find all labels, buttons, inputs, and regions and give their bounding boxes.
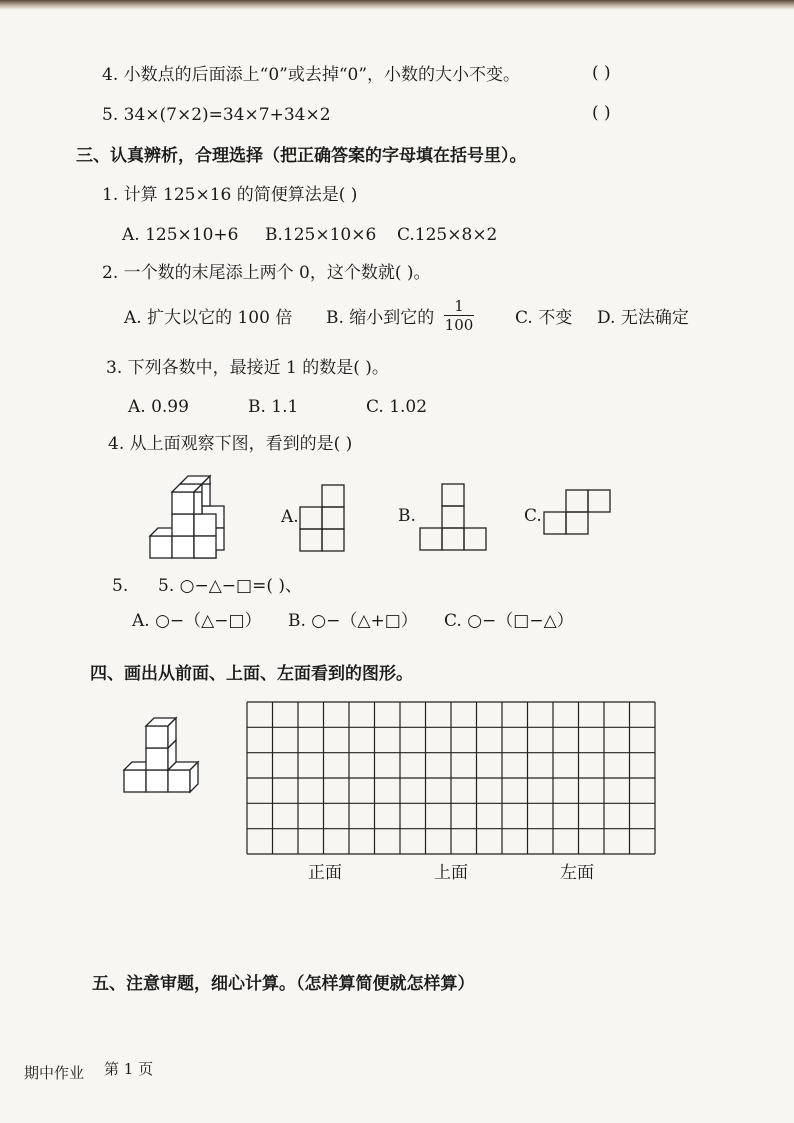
- s3-q2-option-d: D. 无法确定: [597, 308, 689, 328]
- s4-cube-figure: [122, 716, 202, 794]
- s4-label-top: 上面: [434, 863, 468, 883]
- s3-q4-stem: 4. 从上面观察下图，看到的是( ): [108, 434, 353, 454]
- s3-q4-option-b: B.: [398, 506, 416, 526]
- s3-q4-option-c: C.: [524, 506, 542, 526]
- s4-label-front: 正面: [308, 863, 342, 883]
- s3-q2-option-a: A. 扩大以它的 100 倍: [124, 308, 293, 328]
- footer-page: 第 1 页: [104, 1060, 154, 1078]
- s3-q4-option-c-figure: [544, 490, 612, 536]
- footer-left: 期中作业: [24, 1064, 85, 1082]
- section3-heading: 三、认真辨析，合理选择（把正确答案的字母填在括号里）。: [76, 146, 527, 166]
- section5-heading: 五、注意审题，细心计算。（怎样算简便就怎样算）: [92, 974, 475, 994]
- fraction-numerator: 1: [454, 297, 464, 315]
- s3-q5-option-c: C. ○−（□−△）: [444, 611, 574, 631]
- judge-q4-answer[interactable]: ( ): [592, 63, 611, 83]
- fraction-denominator: 100: [444, 316, 474, 334]
- s3-q4-option-a-figure: [300, 485, 346, 551]
- s3-q3-option-c: C. 1.02: [366, 397, 428, 417]
- s3-q4-option-a: A.: [281, 507, 299, 527]
- s3-q5-stem: 5. ○−△−□=( )、: [158, 576, 302, 596]
- s3-q4-option-b-figure: [420, 484, 488, 550]
- judge-q5: 5. 34×(7×2)=34×7+34×2: [102, 105, 331, 125]
- s3-q1-option-b: B.125×10×6: [265, 225, 377, 245]
- s3-q2-stem: 2. 一个数的末尾添上两个 0，这个数就( )。: [102, 263, 431, 283]
- s3-q5-num: 5.: [112, 576, 129, 596]
- s3-q1-option-a: A. 125×10+6: [122, 225, 239, 245]
- section4-heading: 四、画出从前面、上面、左面看到的图形。: [90, 664, 413, 684]
- s3-q3-stem: 3. 下列各数中，最接近 1 的数是( )。: [106, 358, 389, 378]
- s3-q5-option-a: A. ○−（△−□）: [132, 611, 262, 631]
- s3-q1-option-c: C.125×8×2: [397, 225, 498, 245]
- s3-q2-fraction: [444, 298, 474, 333]
- s3-q2-option-b: B. 缩小到它的: [326, 308, 435, 328]
- s3-q1-stem: 1. 计算 125×16 的简便算法是( ): [102, 185, 358, 205]
- s3-q4-cube-figure: [150, 474, 240, 560]
- s3-q2-option-c: C. 不变: [515, 308, 573, 328]
- judge-q5-answer[interactable]: ( ): [592, 103, 611, 123]
- s4-drawing-grid[interactable]: [246, 701, 656, 855]
- s3-q3-option-b: B. 1.1: [248, 397, 299, 417]
- judge-q4: 4. 小数点的后面添上“0”或去掉“0”，小数的大小不变。: [102, 65, 521, 85]
- s4-label-left: 左面: [560, 863, 594, 883]
- s3-q3-option-a: A. 0.99: [128, 397, 189, 417]
- page-top-edge: [0, 0, 794, 10]
- s3-q5-option-b: B. ○−（△+□）: [288, 611, 418, 631]
